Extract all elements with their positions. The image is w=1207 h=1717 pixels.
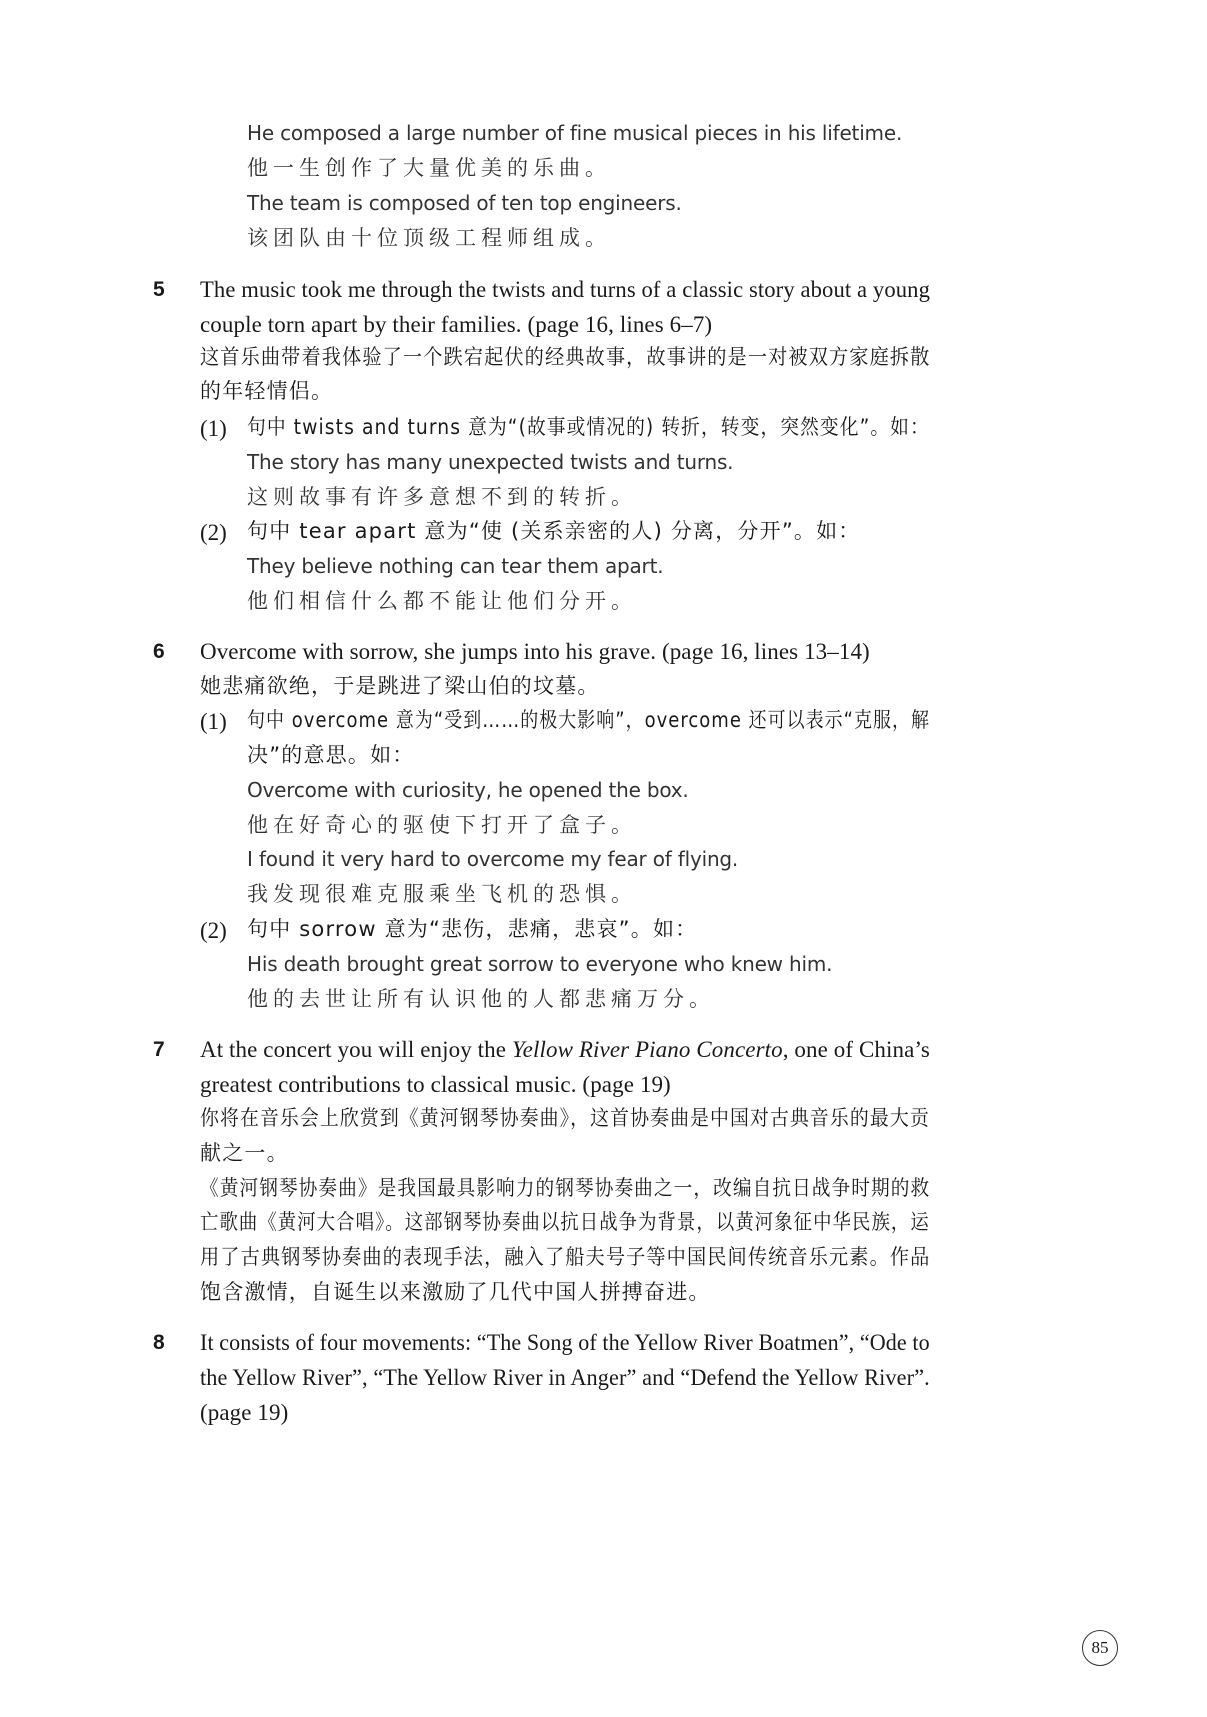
item-number: 6 [153,640,165,663]
item-sentence [200,1038,930,1061]
example-translation: 这则故事有许多意想不到的转折。 [247,485,637,509]
sub-point-text: 句中 sorrow 意为“悲伤，悲痛，悲哀”。如： [247,917,698,941]
item-translation: 的年轻情侣。 [200,379,334,403]
item-translation: 她悲痛欲绝，于是跳进了梁山伯的坟墓。 [200,674,600,698]
sub-point-label: (1) [200,416,227,441]
work-title: Yellow River Piano Concerto [511,1037,783,1062]
example-sentence: The story has many unexpected twists and turns. [247,450,734,474]
sub-point-text: 句中 overcome 意为“受到……的极大影响”，overcome 还可以表示“克服，解 [247,708,931,732]
sub-point-text: 句中 tear apart 意为“使 (关系亲密的人) 分离，分开”。如： [247,519,861,543]
sentence-part: , one of China’s [782,1037,930,1062]
item-sentence: the Yellow River”, “The Yellow River in Anger” and “Defend the Yellow River”. [200,1365,930,1390]
item-translation: 你将在音乐会上欣赏到《黄河钢琴协奏曲》，这首协奏曲是中国对古典音乐的最大贡 [200,1106,930,1130]
item-translation: 这首乐曲带着我体验了一个跌宕起伏的经典故事，故事讲的是一对被双方家庭拆散 [200,345,931,369]
item-number: 5 [153,278,165,301]
item-sentence: (page 19) [200,1400,289,1425]
item-number: 7 [153,1038,165,1061]
item-note: 饱含激情，自诞生以来激励了几代中国人拼搏奋进。 [200,1280,711,1304]
sentence-part: At the concert you will enjoy the [200,1037,512,1062]
item-sentence: It consists of four movements: “The Song of the Yellow River Boatmen”, “Ode to [200,1330,930,1355]
item-sentence: greatest contributions to classical music. (page 19) [200,1072,671,1097]
page-number: 85 [1082,1630,1118,1666]
sub-point-label: (2) [200,520,227,545]
example-translation: 他在好奇心的驱使下打开了盒子。 [247,813,637,837]
example-translation: 他们相信什么都不能让他们分开。 [247,589,637,613]
example-sentence: They believe nothing can tear them apart. [247,554,664,578]
item-sentence: couple torn apart by their families. (page 16, lines 6–7) [200,312,713,337]
sub-point-text: 句中 twists and turns 意为“(故事或情况的) 转折，转变，突然变化”。如： [247,415,930,439]
item-note: 亡歌曲《黄河大合唱》。这部钢琴协奏曲以抗日战争为背景，以黄河象征中华民族，运 [200,1210,930,1234]
sub-point-label: (1) [200,709,227,734]
example-sentence: He composed a large number of fine musical pieces in his lifetime. [247,121,903,145]
example-sentence: The team is composed of ten top engineers. [247,191,682,215]
item-note: 《黄河钢琴协奏曲》是我国最具影响力的钢琴协奏曲之一，改编自抗日战争时期的救 [200,1176,931,1200]
example-sentence: I found it very hard to overcome my fear of flying. [247,847,739,871]
example-translation: 我发现很难克服乘坐飞机的恐惧。 [247,882,637,906]
item-note: 用了古典钢琴协奏曲的表现手法，融入了船夫号子等中国民间传统音乐元素。作品 [200,1245,931,1269]
example-translation: 他的去世让所有认识他的人都悲痛万分。 [247,987,715,1011]
example-sentence: Overcome with curiosity, he opened the box. [247,778,689,802]
sub-point-text: 决”的意思。如： [247,743,415,767]
item-translation: 献之一。 [200,1141,289,1165]
item-sentence: Overcome with sorrow, she jumps into his grave. (page 16, lines 13–14) [200,639,870,664]
item-number: 8 [153,1331,165,1354]
sub-point-label: (2) [200,918,227,943]
example-translation: 他一生创作了大量优美的乐曲。 [247,156,611,180]
example-sentence: His death brought great sorrow to everyone who knew him. [247,952,833,976]
example-translation: 该团队由十位顶级工程师组成。 [247,226,611,250]
item-sentence: The music took me through the twists and turns of a classic story about a young [200,277,930,302]
